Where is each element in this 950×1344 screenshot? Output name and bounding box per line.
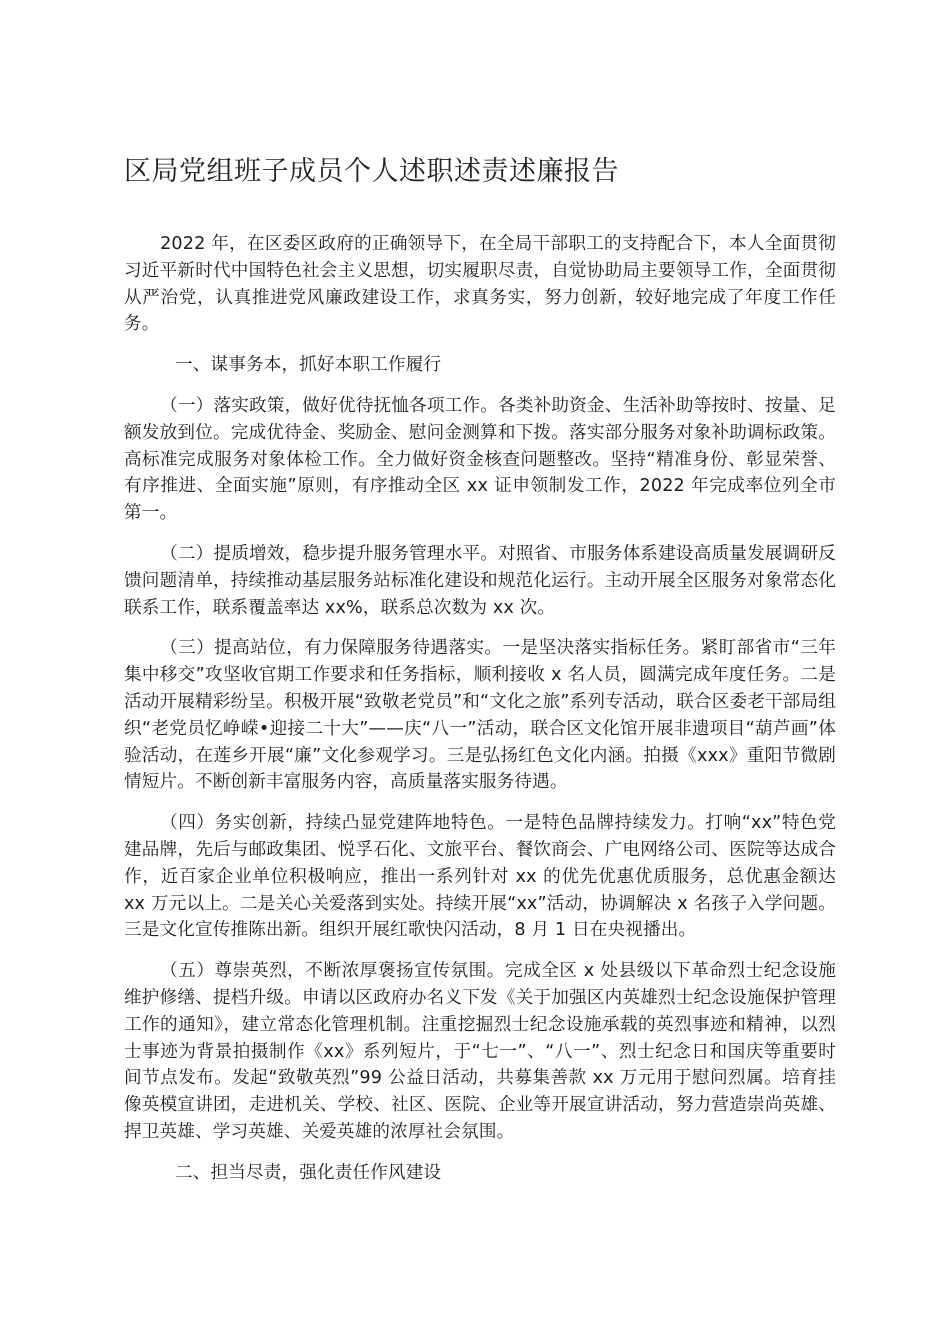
paragraph-item-5: （五）尊崇英烈，不断浓厚褒扬宣传氛围。完成全区 x 处县级以下革命烈士纪念设施维护修缮、提档升级。申请以区政府办名义下发《关于加强区内英雄烈士纪念设施保护管理工作的通知》，建立常态化管理机制。注重挖掘烈士纪念设施承载的英烈事迹和精神，以烈士事迹为背景拍摄制作《xx》系列短片，于“七一”、“八一”、烈士纪念日和国庆等重要时间节点发布。发起“致敬英烈”99 公益日活动，共募集善款 xx 万元用于慰问烈属。培育挂像英模宣讲团，走进机关、学校、社区、医院、企业等开展宣讲活动，努力营造崇尚英雄、捍卫英雄、学习英雄、关爱英雄的浓厚社会氛围。 — [124, 961, 836, 1142]
paragraph-item-2: （二）提质增效，稳步提升服务管理水平。对照省、市服务体系建设高质量发展调研反馈问题清单，持续推动基层服务站标准化建设和规范化运行。主动开展全区服务对象常态化联系工作，联系覆盖率达 xx%，联系总次数为 xx 次。 — [124, 543, 836, 618]
paragraph-item-3: （三）提高站位，有力保障服务待遇落实。一是坚决落实指标任务。紧盯部省市“三年集中移交”攻坚收官期工作要求和任务指标，顺利接收 x 名人员，圆满完成年度任务。二是活动开展精彩纷呈。积极开展“致敬老党员”和“文化之旅”系列专活动，联合区委老干部局组织“老党员忆峥嵘•迎接二十大”——庆“八一”活动，联合区文化馆开展非遗项目“葫芦画”体验活动，在莲乡开展“廉”文化参观学习。三是弘扬红色文化内涵。拍摄《xxx》重阳节微剧情短片。不断创新丰富服务内容，高质量落实服务待遇。 — [124, 638, 836, 793]
intro-paragraph: 2022 年，在区委区政府的正确领导下，在全局干部职工的支持配合下，本人全面贯彻习近平新时代中国特色社会主义思想，切实履职尽责，自觉协助局主要领导工作，全面贯彻从严治党，认真推进党风廉政建设工作，求真务实，努力创新，较好地完成了年度工作任务。 — [124, 234, 836, 335]
document-body — [124, 231, 836, 1201]
section-heading-1: 一、谋事务本，抓好本职工作履行 — [175, 355, 442, 376]
document-title: 区局党组班子成员个人述职述责述廉报告 — [124, 156, 619, 187]
paragraph-item-4: （四）务实创新，持续凸显党建阵地特色。一是特色品牌持续发力。打响“xx”特色党建品牌，先后与邮政集团、悦孚石化、文旅平台、餐饮商会、广电网络公司、医院等达成合作，近百家企业单位积极响应，推出一系列针对 xx 的优先优惠优质服务，总优惠金额达 xx 万元以上。二是关心关爱落到实处。持续开展“xx”活动，协调解决 x 名孩子入学问题。三是文化宣传推陈出新。组织开展红歌快闪活动，8 月 1 日在央视播出。 — [124, 813, 836, 941]
section-heading-2: 二、担当尽责，强化责任作风建设 — [175, 1162, 442, 1183]
paragraph-item-1: （一）落实政策，做好优待抚恤各项工作。各类补助资金、生活补助等按时、按量、足额发放到位。完成优待金、奖励金、慰问金测算和下拨。落实部分服务对象补助调标政策。高标准完成服务对象体检工作。全力做好资金核查问题整改。坚持“精准身份、彰显荣誉、有序推进、全面实施”原则，有序推动全区 xx 证申领制发工作，2022 年完成率位列全市第一。 — [124, 395, 836, 524]
